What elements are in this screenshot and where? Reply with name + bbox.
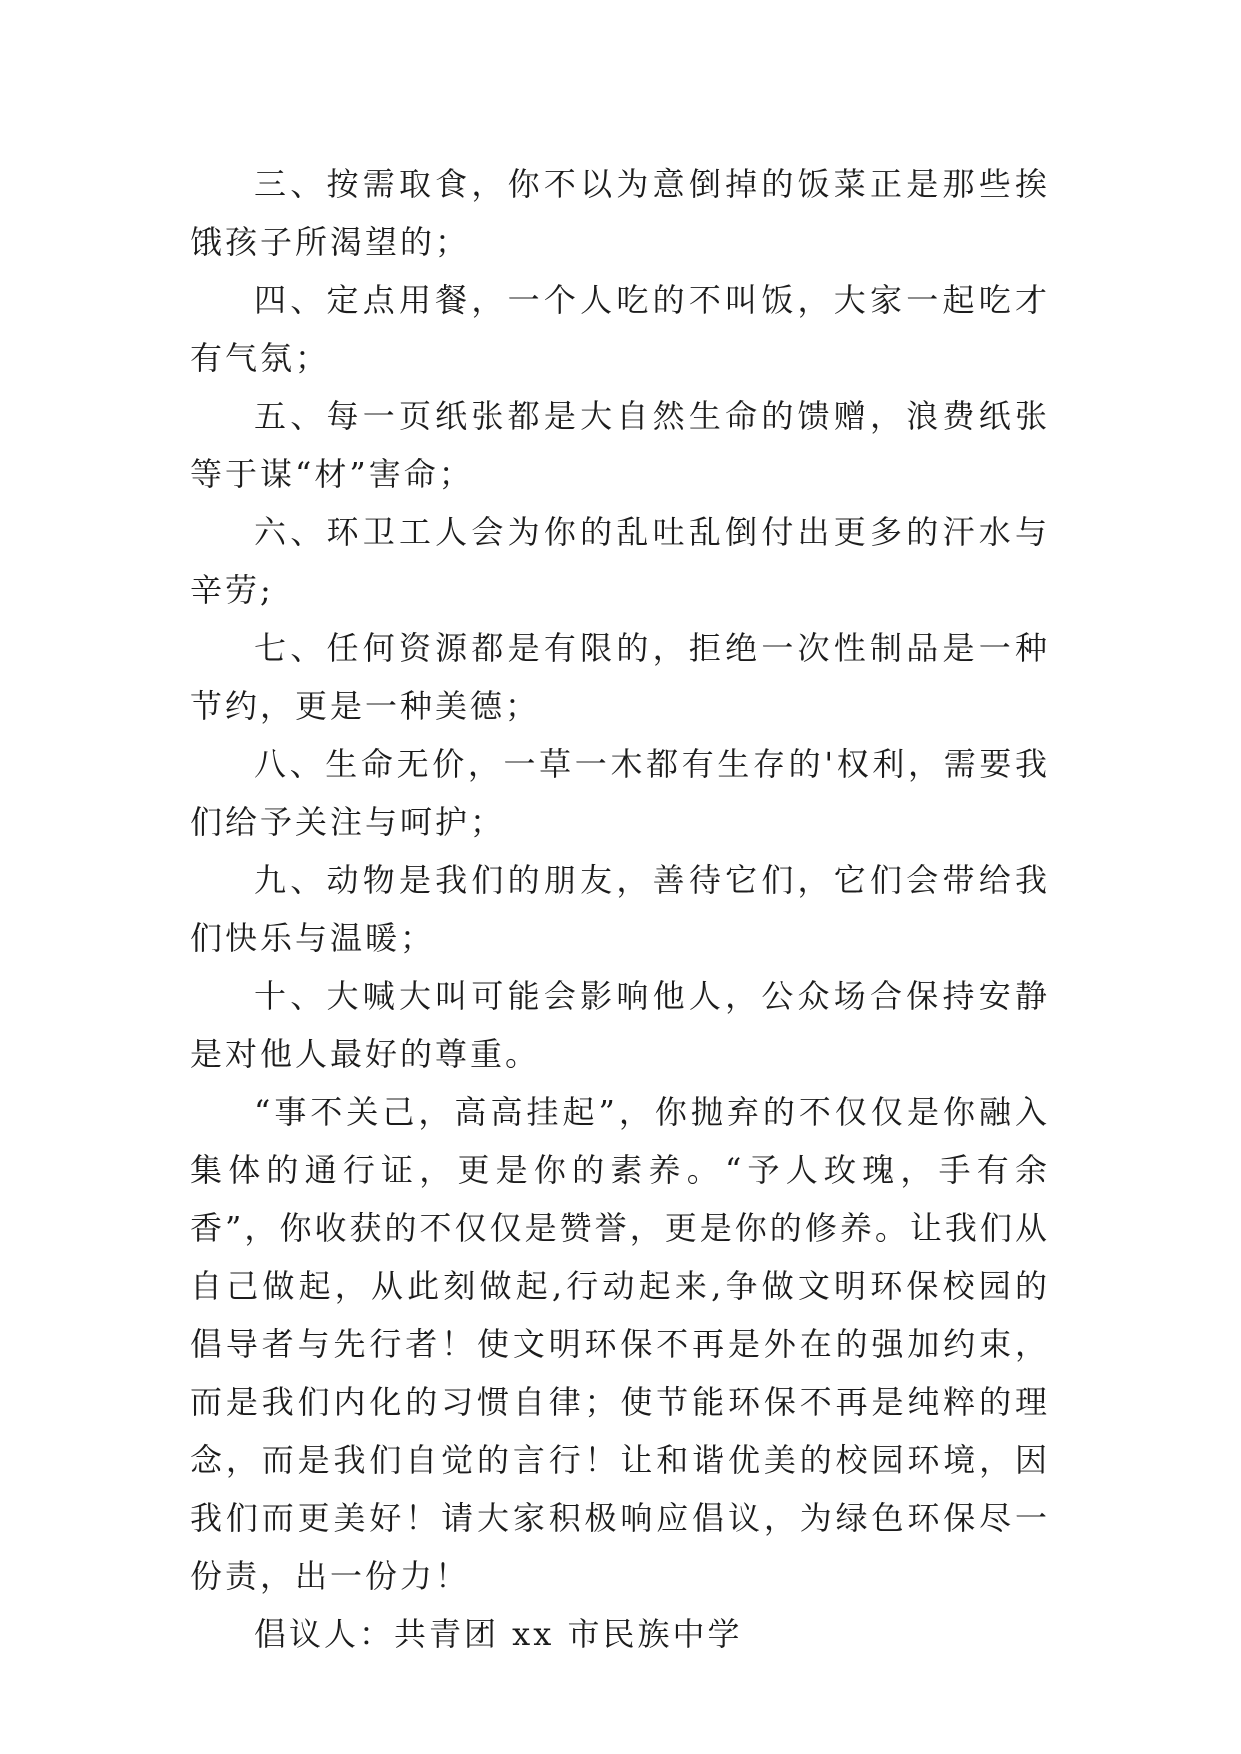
paragraph-item-7: 七、任何资源都是有限的，拒绝一次性制品是一种节约，更是一种美德； xyxy=(190,629,1050,725)
paragraph-item-10: 十、大喊大叫可能会影响他人，公众场合保持安静是对他人最好的尊重。 xyxy=(190,977,1050,1073)
paragraph-item-4: 四、定点用餐，一个人吃的不叫饭，大家一起吃才有气氛； xyxy=(190,281,1050,377)
paragraph-item-6: 六、环卫工人会为你的乱吐乱倒付出更多的汗水与辛劳; xyxy=(190,513,1050,609)
paragraph-item-8: 八、生命无价，一草一木都有生存的'权利，需要我们给予关注与呵护； xyxy=(190,745,1050,841)
closing-paragraph: “事不关己，高高挂起”，你抛弃的不仅仅是你融入集体的通行证，更是你的素养。“予人玫瑰，手有余香”，你收获的不仅仅是赞誉，更是你的修养。让我们从自己做起，从此刻做起,行动起来,争做文明环保校园的倡导者与先行者！使文明环保不再是外在的强加约束，而是我们内化的习惯自律；使节能环保不再是纯粹的理念，而是我们自觉的言行！让和谐优美的校园环境，因我们而更美好！请大家积极响应倡议，为绿色环保尽一份责，出一份力！ xyxy=(190,1093,1050,1595)
paragraph-item-3: 三、按需取食，你不以为意倒掉的饭菜正是那些挨饿孩子所渴望的； xyxy=(190,165,1050,261)
document-body xyxy=(190,155,1050,1663)
paragraph-item-5: 五、每一页纸张都是大自然生命的馈赠，浪费纸张等于谋“材”害命； xyxy=(190,397,1050,493)
signature-line: 倡议人：共青团 xx 市民族中学 xyxy=(254,1615,743,1653)
paragraph-item-9: 九、动物是我们的朋友，善待它们，它们会带给我们快乐与温暖； xyxy=(190,861,1050,957)
